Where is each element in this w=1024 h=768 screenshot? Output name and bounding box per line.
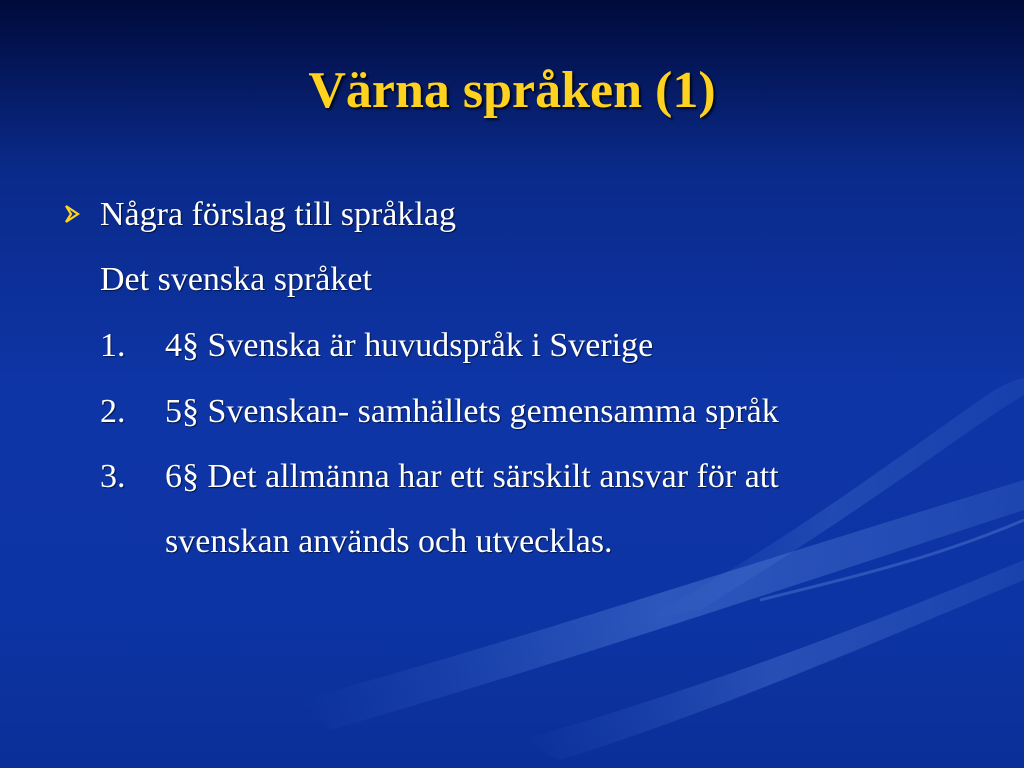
arrowhead-bullet-icon — [64, 203, 82, 225]
list-item-number: 1. — [100, 327, 126, 364]
list-item-text: 6§ Det allmänna har ett särskilt ansvar för att — [165, 458, 779, 495]
list-item-text: 4§ Svenska är huvudspråk i Sverige — [165, 327, 654, 364]
list-item-continuation: svenskan används och utvecklas. — [165, 523, 613, 560]
list-item-number: 3. — [100, 458, 126, 495]
list-item-number: 2. — [100, 393, 126, 430]
bullet-text: Några förslag till språklag — [100, 196, 456, 233]
slide-title: Värna språken (1) — [308, 62, 716, 119]
subheading: Det svenska språket — [100, 261, 372, 298]
list-item-text: 5§ Svenskan- samhällets gemensamma språk — [165, 393, 779, 430]
